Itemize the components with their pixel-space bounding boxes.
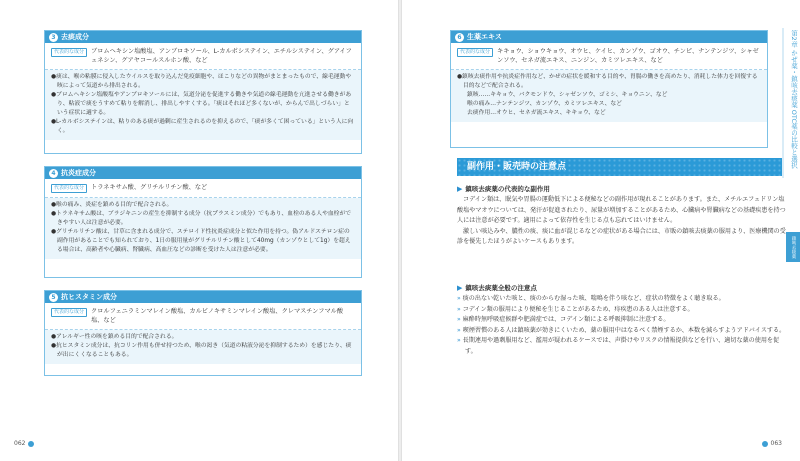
- desc-line: ●喉の痛み、炎症を鎮める目的で配合される。: [51, 202, 173, 208]
- page-mark-icon: [762, 441, 768, 447]
- ingredient-tag: 代表的な成分: [51, 308, 87, 317]
- section-banner: 副作用・販売時の注意点: [457, 158, 782, 176]
- list-item: [457, 305, 787, 316]
- list-item-text: 喫煙習慣のある人は鎮咳薬が効きにくいため、薬の服用中はなるべく禁煙するか、本数を減らすようアドバイスする。: [462, 326, 786, 334]
- section-description: [451, 70, 767, 122]
- list-item: [457, 326, 787, 337]
- desc-line: ●アレルギー性の咳を鎮める目的で配合される。: [51, 334, 178, 340]
- ingredient-row: [451, 43, 767, 70]
- ingredient-list: トラネキサム酸、グリチルリチン酸、など: [91, 184, 208, 191]
- side-index-tab[interactable]: 鎮咳去痰薬: [786, 232, 800, 262]
- desc-line: ●L-カルボシステインは、粘りのある痰が過剰に産生されるのを抑えるので、「痰が多くて困っている」という人に向く。: [51, 119, 354, 134]
- ingredient-list: ブロムヘキシン塩酸塩、アンブロキソール、L-カルボシステイン、エチルシステイン、グアイフェネシン、グアヤコールスルホン酸、など: [91, 48, 352, 64]
- page-number: [14, 440, 34, 447]
- section-herbal-extract: [450, 30, 768, 148]
- subsection-heading: [457, 184, 550, 193]
- section-description: [45, 198, 361, 259]
- section-header: [45, 167, 361, 179]
- section-header: [45, 31, 361, 43]
- ingredient-row: [45, 43, 361, 70]
- arrow-right-icon: »: [457, 326, 463, 334]
- chapter-label: 第2章 かぜ薬・鎮咳去痰薬 OTC薬の比較と選択: [790, 30, 798, 169]
- section-number: 6: [455, 33, 464, 42]
- list-item-text: 痰の出ない乾いた咳と、痰のからむ湿った咳、喘鳴を伴う咳など、症状の特徴をよく聴き取る。: [462, 295, 725, 302]
- list-item: [457, 315, 787, 326]
- desc-line: ●グリチルリチン酸は、甘草に含まれる成分で、ステロイド性抗炎症成分と似た作用を持つ。偽アルドステロン症の副作用があることでも知られており、1日の服用量がグリチルリチン酸として40mg（カンゾウとして1g）を超える場合は、高齢者や心臓病、腎臓病、高血圧などの診断を受けた人は注意が必要。: [51, 229, 351, 253]
- ingredient-list: クロルフェニラミンマレイン酸塩、カルビノキサミンマレイン酸塩、クレマスチンフマル酸塩、など: [91, 308, 344, 324]
- ingredient-row: [45, 303, 361, 330]
- ingredient-list: キキョウ、ショウキョウ、オウヒ、ケイヒ、カンゾウ、ゴオウ、チンピ、ナンテンジツ、シャゼンソウ、セネガ流エキス、ニンジン、カミツレエキス、など: [497, 48, 759, 64]
- desc-subline: 喉の痛み…ナンテンジツ、カンゾウ、カミツレエキス、など: [467, 101, 622, 107]
- desc-line: ●トラネキサム酸は、ブラジキニンの産生を抑制する成分（抗プラスミン成分）でもあり、血栓のある人や血栓ができやすい人は注意が必要。: [51, 211, 352, 226]
- page-number: [762, 440, 782, 447]
- section-header: [45, 291, 361, 303]
- list-item-text: 長期連用や過剰服用など、濫用が疑われるケースでは、声掛けやリスクの情報提供などを行い、適切な薬の使用を促す。: [462, 337, 780, 355]
- desc-line: ●ブロムヘキシン塩酸塩やアンブロキソールには、気道分泌を促進する働きや気道の線毛運動を亢進させる働きがあり、粘液で痰をうすめて粘りを解消し、排出しやすくする。「痰はそれほど多くないが、からんで出しづらい」という症状に適する。: [51, 92, 352, 116]
- page-number-text: 062: [14, 440, 26, 447]
- right-page: [402, 0, 800, 461]
- ingredient-tag: 代表的な成分: [457, 48, 493, 57]
- desc-subline: 鎮咳……キキョウ、バクモンドウ、シャゼンソウ、ゴミシ、キョウニン、など: [467, 92, 668, 98]
- list-item: [457, 336, 787, 357]
- subsection-body: [457, 195, 787, 248]
- paragraph: コデイン類は、眠気や胃腸の運動低下による便秘などの副作用が現れることがあります。また、メチルエフェドリン塩酸塩やマオウについては、発汗が促進されたり、尿量が増加することがあるため、心臓病や腎臓病などの基礎疾患を持つ人には注意が必要です。適用によって依存性を生じる点も忘れてはいけません。: [457, 196, 786, 224]
- section-title: 去痰成分: [61, 33, 89, 41]
- arrow-right-icon: »: [457, 316, 463, 323]
- desc-line: ●痰は、喉の粘膜に侵入したウイルスを取り込んだ免疫細胞や、ほこりなどの異物がまとまったもので、線毛運動や咳によって気道から排出される。: [51, 74, 352, 89]
- subsection-heading: [457, 283, 537, 292]
- triangle-right-icon: ▶: [457, 184, 463, 193]
- section-description: [45, 70, 361, 140]
- section-title: 抗炎症成分: [61, 169, 96, 177]
- arrow-right-icon: »: [457, 305, 463, 313]
- margin-stripe: [782, 28, 784, 178]
- ingredient-tag: 代表的な成分: [51, 48, 87, 57]
- desc-line: ●鎮咳去痰作用や抗炎症作用など、かぜの症状を緩和する目的や、胃腸の働きを高めたり、消耗した体力を回復する目的などで配合される。: [457, 74, 758, 89]
- ingredient-tag: 代表的な成分: [51, 184, 87, 193]
- left-page: [0, 0, 398, 461]
- subsection-title: 鎮咳去痰薬全般の注意点: [465, 284, 537, 292]
- section-anti-inflammatory: [44, 166, 362, 278]
- list-item-text: コデイン類の服用により便秘を生じることがあるため、痔疾患のある人は注意する。: [462, 305, 694, 313]
- caution-list: [457, 294, 787, 357]
- arrow-right-icon: »: [457, 295, 463, 302]
- list-item-text: 麻酔時無呼吸症候群や肥満症では、コデイン類による呼吸抑制に注意する。: [462, 316, 670, 323]
- section-antihistamine: [44, 290, 362, 376]
- section-number: 3: [49, 33, 58, 42]
- section-title: 生薬エキス: [467, 33, 502, 41]
- ingredient-row: [45, 179, 361, 198]
- triangle-right-icon: ▶: [457, 283, 463, 292]
- arrow-right-icon: »: [457, 337, 463, 344]
- section-header: [451, 31, 767, 43]
- paragraph: 激しい咳込みや、膿性の痰、痰に血が混じるなどの症状がある場合には、市販の鎮咳去痰薬の服用より、医療機関の受診を優先したほうがよいケースもあります。: [457, 227, 786, 245]
- section-expectorant: [44, 30, 362, 154]
- desc-line: ●抗ヒスタミン成分は、抗コリン作用も併せ持つため、喉の渇き（気道の粘液分泌を抑制するため）を感じたり、痰が出にくくなることもある。: [51, 343, 352, 358]
- subsection-title: 鎮咳去痰薬の代表的な副作用: [465, 185, 550, 193]
- section-number: 5: [49, 293, 58, 302]
- section-description: [45, 330, 361, 364]
- page-number-text: 063: [770, 440, 782, 447]
- page-mark-icon: [28, 441, 34, 447]
- list-item: [457, 294, 787, 305]
- desc-subline: 去痰作用…オウヒ、セネガ流エキス、キキョウ、など: [467, 110, 606, 116]
- section-number: 4: [49, 169, 58, 178]
- section-title: 抗ヒスタミン成分: [61, 293, 117, 301]
